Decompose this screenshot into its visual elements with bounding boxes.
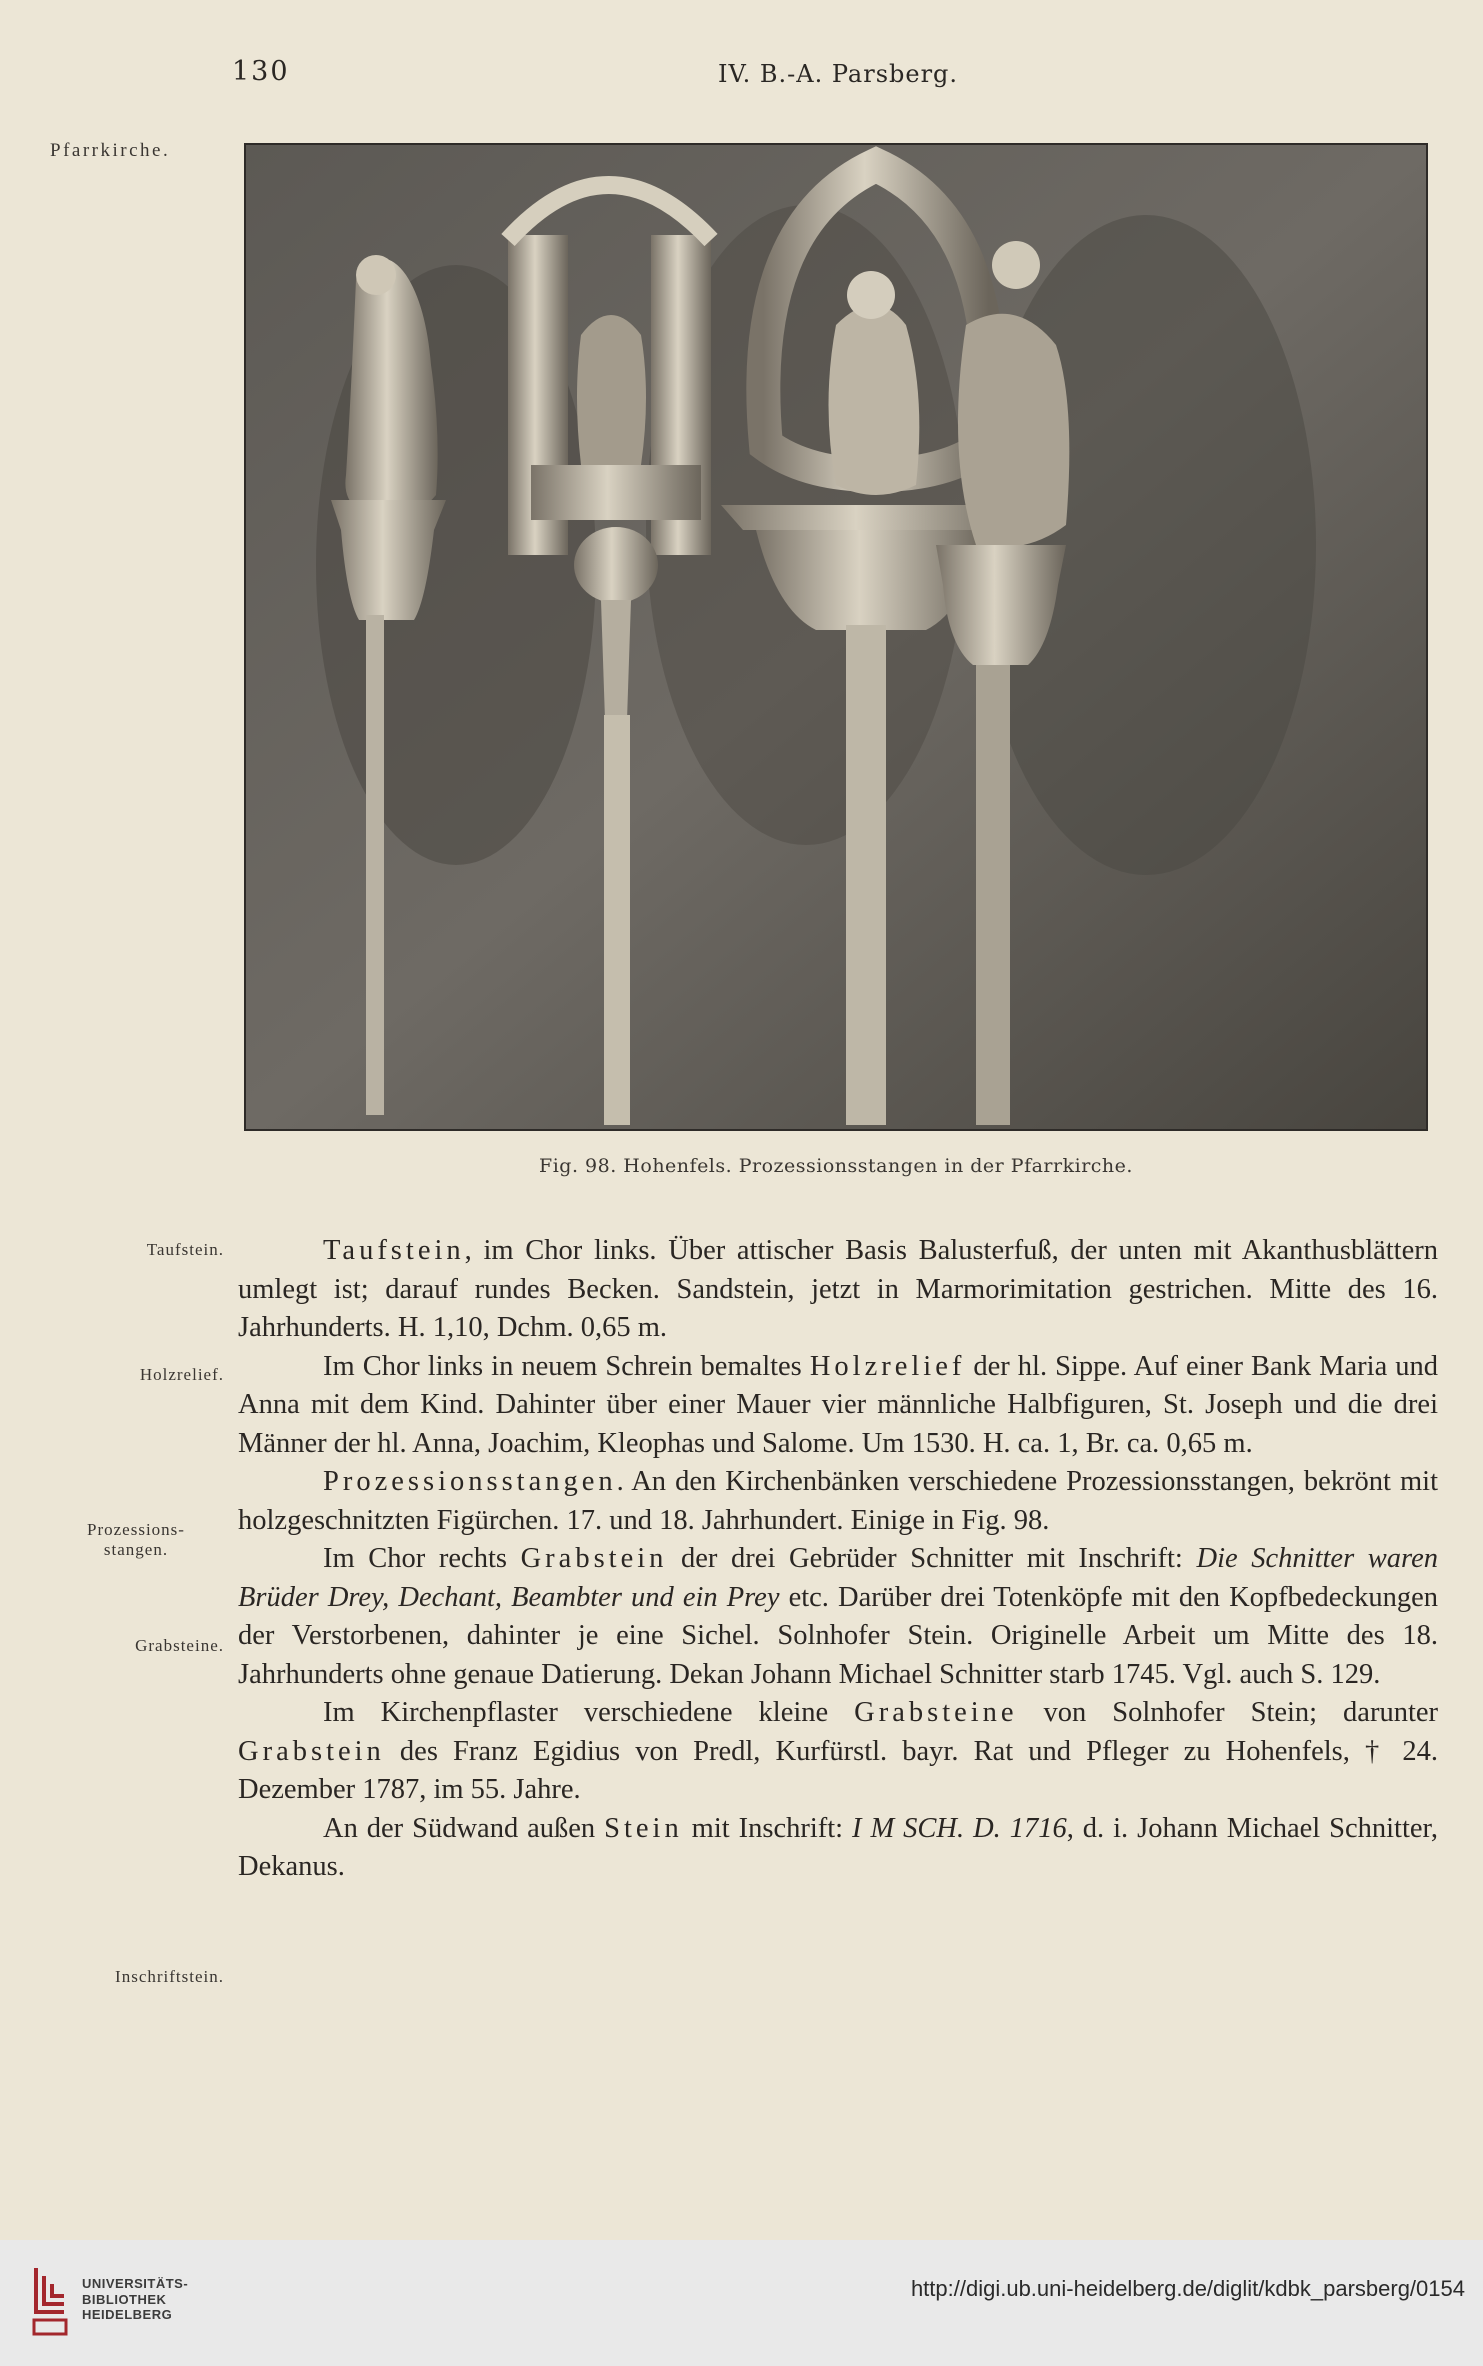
paragraph-text: Im Chor rechts xyxy=(323,1543,521,1574)
paragraph-text: , im Chor links. Über attischer Basis Balusterfuß, der unten mit Akanthusblättern umlegt ist; darauf rundes Becken. Sandstein, jetzt in Marmorimitation gestrichen. Mitte des 16. Jahrhunderts. H. 1,10, Dchm. 0,65 m. xyxy=(238,1235,1438,1343)
margin-note-holzrelief: Holzrelief. xyxy=(139,1365,224,1384)
processional-staffs-photo xyxy=(246,145,1426,1129)
page-number: 130 xyxy=(232,56,290,87)
paragraph-text: der drei Gebrüder Schnitter mit Inschrift: xyxy=(667,1543,1197,1574)
spaced-term: Grabstein xyxy=(520,1543,668,1574)
spaced-term: Stein xyxy=(604,1812,683,1844)
paragraph-text: des Franz Egidius von Predl, Kurfürstl. bayr. Rat und Pfleger zu Hohenfels, † 24. Dezember 1787, im 55. Jahre. xyxy=(238,1735,1438,1805)
paragraph-grabstein xyxy=(238,1540,1438,1694)
paragraph-text: Im Chor links in neuem Schrein bemaltes xyxy=(323,1350,810,1382)
margin-note-line: stangen. xyxy=(103,1540,169,1559)
inscription-text: Die Schnitter waren Brüder Drey, Dechant, Beambter und ein Prey xyxy=(238,1543,1438,1613)
spaced-term: Grabsteine xyxy=(854,1697,1018,1728)
paragraph-text: , d. i. Johann Michael Schnitter, Dekanus. xyxy=(238,1812,1438,1882)
paragraph-text: von Solnhofer Stein; darunter xyxy=(1017,1697,1439,1728)
paragraph-text: An der Südwand außen xyxy=(323,1812,605,1844)
viewer-footer xyxy=(0,2240,1483,2366)
paragraph-taufstein xyxy=(238,1232,1438,1348)
paragraph-text: . An den Kirchenbänken verschiedene Prozessionsstangen, bekrönt mit holzgeschnitzten Figürchen. 17. und 18. Jahrhundert. Einige in Fig. 98. xyxy=(238,1466,1438,1536)
running-title: IV. B.-A. Parsberg. xyxy=(718,60,959,88)
margin-note-taufstein: Taufstein. xyxy=(146,1240,224,1259)
paragraph-text: Im Kirchenpflaster verschiedene kleine xyxy=(323,1697,855,1728)
spaced-term: Holzrelief xyxy=(809,1350,966,1382)
spaced-term: Taufstein xyxy=(323,1235,465,1266)
library-name-line: HEIDELBERG xyxy=(82,2307,173,2322)
permalink-url[interactable]: http://digi.ub.uni-heidelberg.de/diglit/kdbk_parsberg/0154 xyxy=(910,2276,1465,2301)
margin-note-line: Prozessions- xyxy=(87,1520,185,1539)
library-name-line: BIBLIOTHEK xyxy=(82,2291,167,2307)
figure-caption: Fig. 98. Hohenfels. Prozessionsstangen in der Pfarrkirche. xyxy=(539,1155,1133,1177)
margin-note-grabsteine: Grabsteine. xyxy=(135,1636,224,1655)
margin-note-inschriftstein: Inschriftstein. xyxy=(115,1967,224,1986)
paragraph-text: etc. Darüber drei Totenköpfe mit den Kopfbedeckungen der Verstorbenen, dahinter je eine Sichel. Solnhofer Stein. Originelle Arbeit um Mitte des 18. Jahrhunderts ohne genaue Datierung. Dekan Johann Michael Schnitter starb 1745. Vgl. auch S. 129. xyxy=(238,1581,1438,1690)
paragraph-prozessionsstangen xyxy=(238,1463,1438,1540)
spaced-term: Prozessionsstangen xyxy=(323,1466,617,1497)
library-name[interactable] xyxy=(82,2276,188,2323)
paragraph-holzrelief xyxy=(238,1348,1438,1464)
paragraph-text: mit Inschrift: xyxy=(682,1812,853,1844)
library-name-line: UNIVERSITÄTS- xyxy=(82,2276,189,2291)
inscription-text: I M SCH. D. 1716 xyxy=(852,1812,1067,1844)
paragraph-text: der hl. Sippe. Auf einer Bank Maria und Anna mit dem Kind. Dahinter über einer Mauer vier männliche Halbfiguren, St. Joseph und die drei Männer der hl. Anna, Joachim, Kleophas und Salome. Um 1530. H. ca. 1, Br. ca. 0,65 m. xyxy=(238,1350,1438,1459)
margin-note-prozessionsstangen xyxy=(48,1520,224,1560)
figure-photograph xyxy=(244,143,1428,1131)
margin-note-pfarrkirche: Pfarrkirche. xyxy=(50,140,171,161)
spaced-term: Grabstein xyxy=(238,1735,385,1767)
paragraph-inschriftstein xyxy=(238,1810,1438,1887)
university-library-logo-icon[interactable] xyxy=(28,2264,72,2340)
paragraph-grabsteine-pflaster xyxy=(238,1694,1438,1810)
body-text-block-1 xyxy=(238,1232,1438,1887)
